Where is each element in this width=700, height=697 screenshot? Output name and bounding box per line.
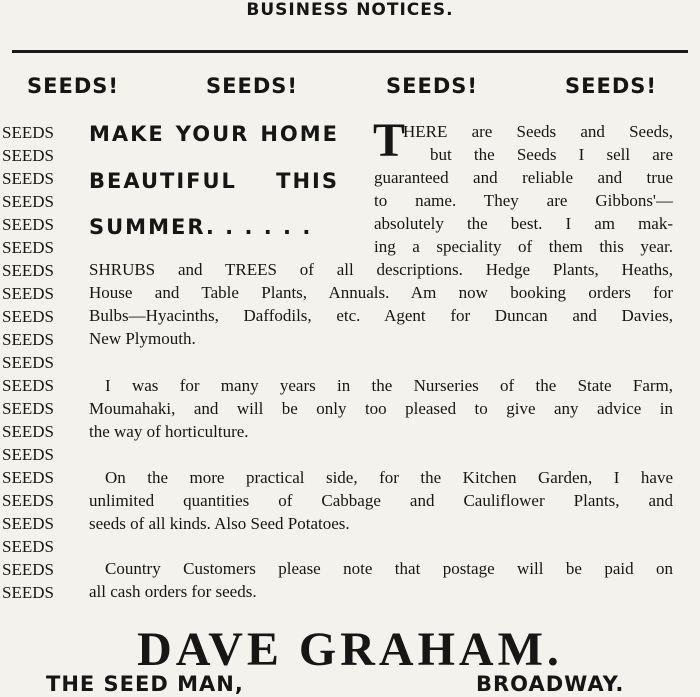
sidebar-seeds: SEEDS <box>2 399 54 418</box>
para1-line: HERE are Seeds and Seeds, <box>403 122 673 141</box>
sidebar-seeds: SEEDS <box>2 353 54 372</box>
sidebar-seeds: SEEDS <box>2 330 54 349</box>
banner-seeds-4: SEEDS! <box>565 74 657 98</box>
sidebar-seeds: SEEDS <box>2 583 54 602</box>
para1-line: SHRUBS and TREES of all descriptions. Hedge Plants, Heaths, <box>89 260 673 279</box>
sidebar-seeds: SEEDS <box>2 215 54 234</box>
para1-line: to name. They are Gibbons'— <box>374 191 673 210</box>
headline-line-1 <box>89 122 339 146</box>
sidebar-seeds: SEEDS <box>2 169 54 188</box>
sidebar-seeds: SEEDS <box>2 284 54 303</box>
para4-line: all cash orders for seeds. <box>89 582 257 601</box>
sidebar-seeds: SEEDS <box>2 491 54 510</box>
headline-line-2 <box>89 169 339 193</box>
para2-line: the way of horticulture. <box>89 422 249 441</box>
headline-word: SUMMER. . . . . . <box>89 215 313 239</box>
para1-line: absolutely the best. I am mak- <box>374 214 673 233</box>
banner-seeds-2: SEEDS! <box>206 74 298 98</box>
sidebar-seeds: SEEDS <box>2 537 54 556</box>
para1-line: but the Seeds I sell are <box>430 145 673 164</box>
advertiser-title: THE SEED MAN, <box>46 672 244 696</box>
sidebar-seeds: SEEDS <box>2 560 54 579</box>
para3-line: unlimited quantities of Cabbage and Cauliflower Plants, and <box>89 491 673 510</box>
sidebar-seeds: SEEDS <box>2 238 54 257</box>
headline-word: THIS <box>276 169 339 193</box>
sidebar-seeds: SEEDS <box>2 445 54 464</box>
sidebar-seeds: SEEDS <box>2 123 54 142</box>
para2-line: I was for many years in the Nurseries of the State Farm, <box>105 376 673 395</box>
sidebar-seeds: SEEDS <box>2 261 54 280</box>
para1-line: House and Table Plants, Annuals. Am now booking orders for <box>89 283 673 302</box>
sidebar-seeds: SEEDS <box>2 468 54 487</box>
para1-line: New Plymouth. <box>89 329 196 348</box>
headline-word: HOME <box>260 122 339 146</box>
sidebar-seeds: SEEDS <box>2 422 54 441</box>
headline-line-3 <box>89 215 339 239</box>
headline-word: BEAUTIFUL <box>89 169 237 193</box>
sidebar-seeds: SEEDS <box>2 376 54 395</box>
para1-line: guaranteed and reliable and true <box>374 168 673 187</box>
para1-line: Bulbs—Hyacinths, Daffodils, etc. Agent for Duncan and Davies, <box>89 306 673 325</box>
sidebar-seeds: SEEDS <box>2 192 54 211</box>
headline-word: MAKE <box>89 122 165 146</box>
para4-line: Country Customers please note that postage will be paid on <box>105 559 673 578</box>
advertiser-location: BROADWAY. <box>476 672 625 696</box>
advertiser-name: DAVE GRAHAM. <box>137 623 563 676</box>
sidebar-seeds: SEEDS <box>2 146 54 165</box>
para3-line: seeds of all kinds. Also Seed Potatoes. <box>89 514 350 533</box>
sidebar-seeds: SEEDS <box>2 514 54 533</box>
para3-line: On the more practical side, for the Kitchen Garden, I have <box>105 468 673 487</box>
para1-line: ing a speciality of them this year. <box>374 237 673 256</box>
banner-seeds-3: SEEDS! <box>386 74 478 98</box>
section-header: BUSINESS NOTICES. <box>246 0 454 20</box>
sidebar-seeds: SEEDS <box>2 307 54 326</box>
banner-seeds-1: SEEDS! <box>27 74 119 98</box>
headline-word: YOUR <box>175 122 250 146</box>
drop-cap: T <box>373 114 406 167</box>
header-rule <box>12 50 688 53</box>
para2-line: Moumahaki, and will be only too pleased to give any advice in <box>89 399 673 418</box>
